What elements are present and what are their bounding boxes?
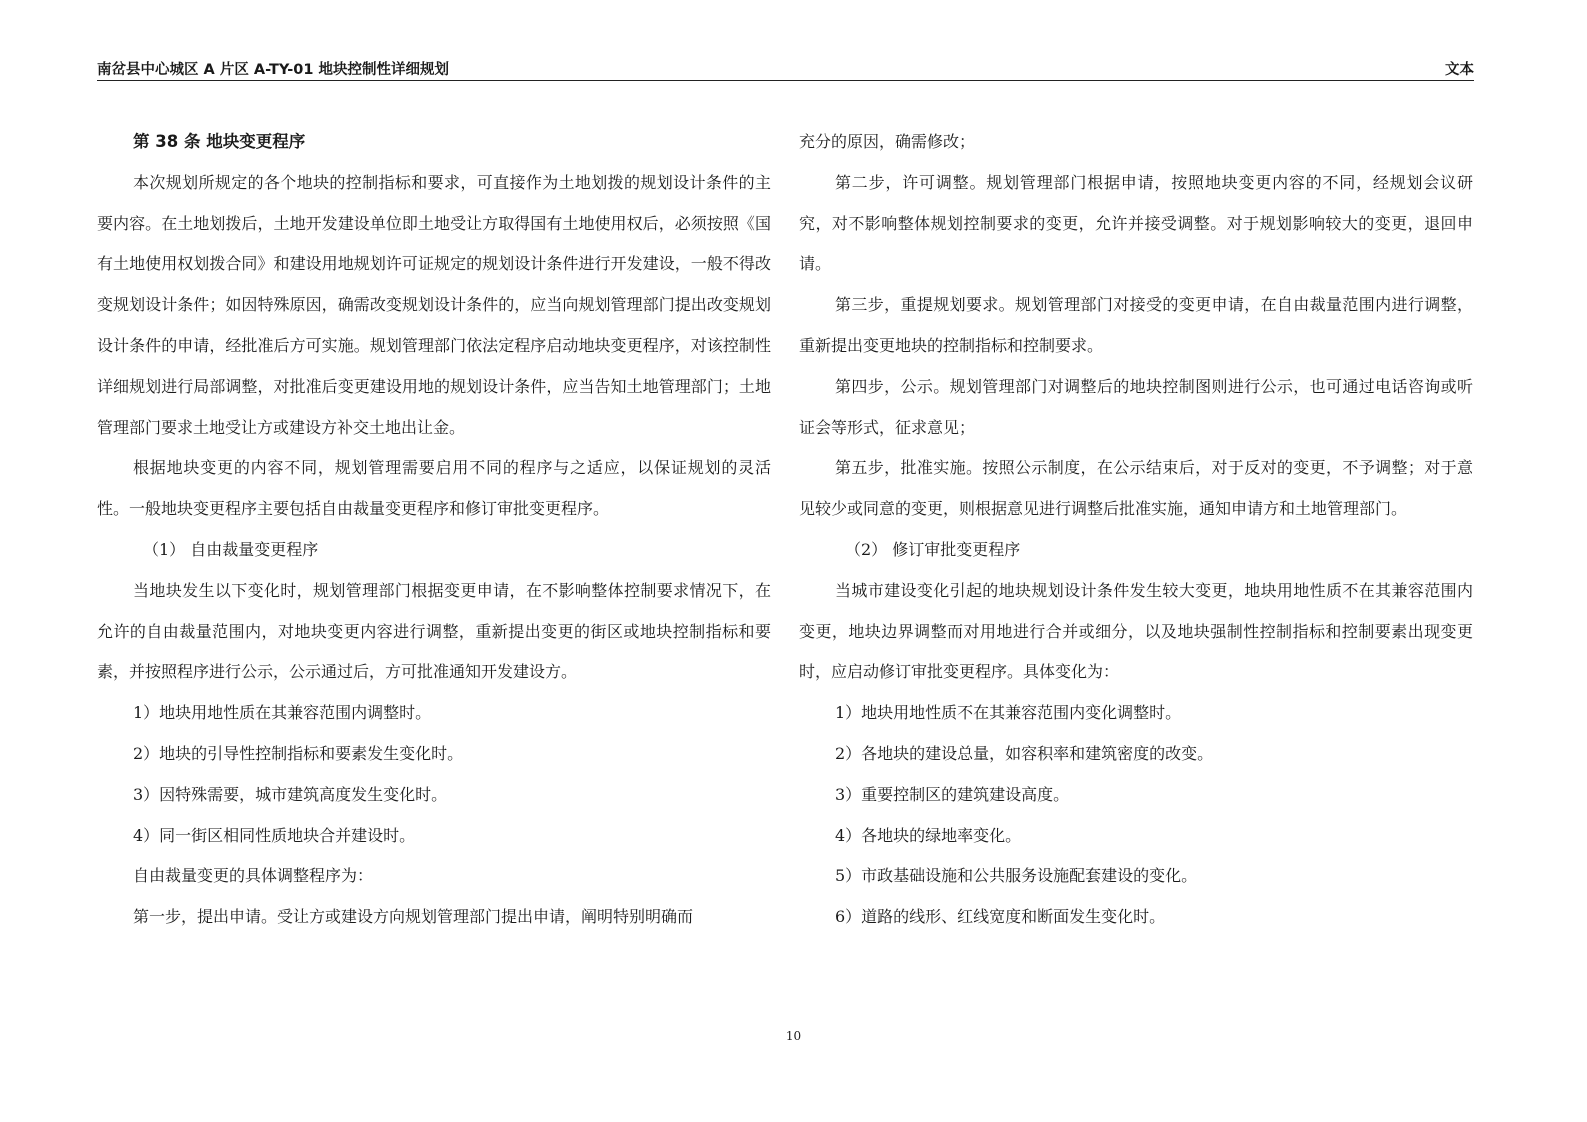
paragraph: 充分的原因，确需修改； [799,132,976,151]
article-heading: 第 38 条 地块变更程序 [133,132,306,151]
right-column [799,122,1473,938]
document-type: 文本 [1445,62,1474,78]
paragraph: 第一步，提出申请。受让方或建设方向规划管理部门提出申请，阐明特别明确而 [133,907,694,927]
list-item: 6）道路的线形、红线宽度和断面发生变化时。 [835,907,1166,927]
paragraph: 第三步，重提规划要求。规划管理部门对接受的变更申请，在自由裁量范围内进行调整，重新提出变更地块的控制指标和控制要求。 [799,295,1473,355]
paragraph: 根据地块变更的内容不同，规划管理需要启用不同的程序与之适应，以保证规划的灵活性。一般地块变更程序主要包括自由裁量变更程序和修订审批变更程序。 [97,458,771,519]
list-item: 2）各地块的建设总量，如容积率和建筑密度的改变。 [835,743,1214,763]
paragraph: 本次规划所规定的各个地块的控制指标和要求，可直接作为土地划拨的规划设计条件的主要内容。在土地划拨后，土地开发建设单位即土地受让方取得国有土地使用权后，必须按照《国有土地使用权划拨合同》和建设用地规划许可证规定的规划设计条件进行开发建设，一般不得改变规划设计条件；如因特殊原因，确需改变规划设计条件的，应当向规划管理部门提出改变规划设计条件的申请，经批准后方可实施。规划管理部门依法定程序启动地块变更程序，对该控制性详细规划进行局部调整，对批准后变更建设用地的规划设计条件，应当告知土地管理部门；土地管理部门要求土地受让方或建设方补交土地出让金。 [97,172,771,437]
list-item: 4）各地块的绿地率变化。 [835,825,1022,845]
list-item: 5）市政基础设施和公共服务设施配套建设的变化。 [835,866,1198,886]
page-number: 10 [785,1029,802,1043]
paragraph: 第二步，许可调整。规划管理部门根据申请，按照地块变更内容的不同，经规划会议研究，对不影响整体规划控制要求的变更，允许并接受调整。对于规划影响较大的变更，退回申请。 [799,172,1473,274]
page-header [97,56,1474,81]
list-item: 2）地块的引导性控制指标和要素发生变化时。 [133,743,464,763]
list-item: 3）重要控制区的建筑建设高度。 [835,784,1070,804]
list-item: 1）地块用地性质不在其兼容范围内变化调整时。 [835,703,1182,723]
paragraph: 第四步，公示。规划管理部门对调整后的地块控制图则进行公示，也可通过电话咨询或听证会等形式，征求意见； [799,376,1473,437]
list-item: 4）同一街区相同性质地块合并建设时。 [133,825,416,845]
paragraph: 当城市建设变化引起的地块规划设计条件发生较大变更，地块用地性质不在其兼容范围内变更，地块边界调整而对用地进行合并或细分，以及地块强制性控制指标和控制要素出现变更时，应启动修订审批变更程序。具体变化为： [799,580,1473,682]
paragraph: 当地块发生以下变化时，规划管理部门根据变更申请，在不影响整体控制要求情况下，在允许的自由裁量范围内，对地块变更内容进行调整，重新提出变更的街区或地块控制指标和要素，并按照程序进行公示，公示通过后，方可批准通知开发建设方。 [97,580,771,682]
subsection-heading: （1） 自由裁量变更程序 [143,539,319,559]
paragraph: 第五步，批准实施。按照公示制度，在公示结束后，对于反对的变更，不予调整；对于意见较少或同意的变更，则根据意见进行调整后批准实施，通知申请方和土地管理部门。 [799,458,1473,519]
list-item: 1）地块用地性质在其兼容范围内调整时。 [133,703,432,723]
left-column [97,122,771,938]
subsection-heading: （2） 修订审批变更程序 [845,539,1021,559]
paragraph: 自由裁量变更的具体调整程序为： [133,866,374,886]
document-title: 南岔县中心城区 A 片区 A-TY-01 地块控制性详细规划 [97,62,449,78]
list-item: 3）因特殊需要，城市建筑高度发生变化时。 [133,784,448,804]
